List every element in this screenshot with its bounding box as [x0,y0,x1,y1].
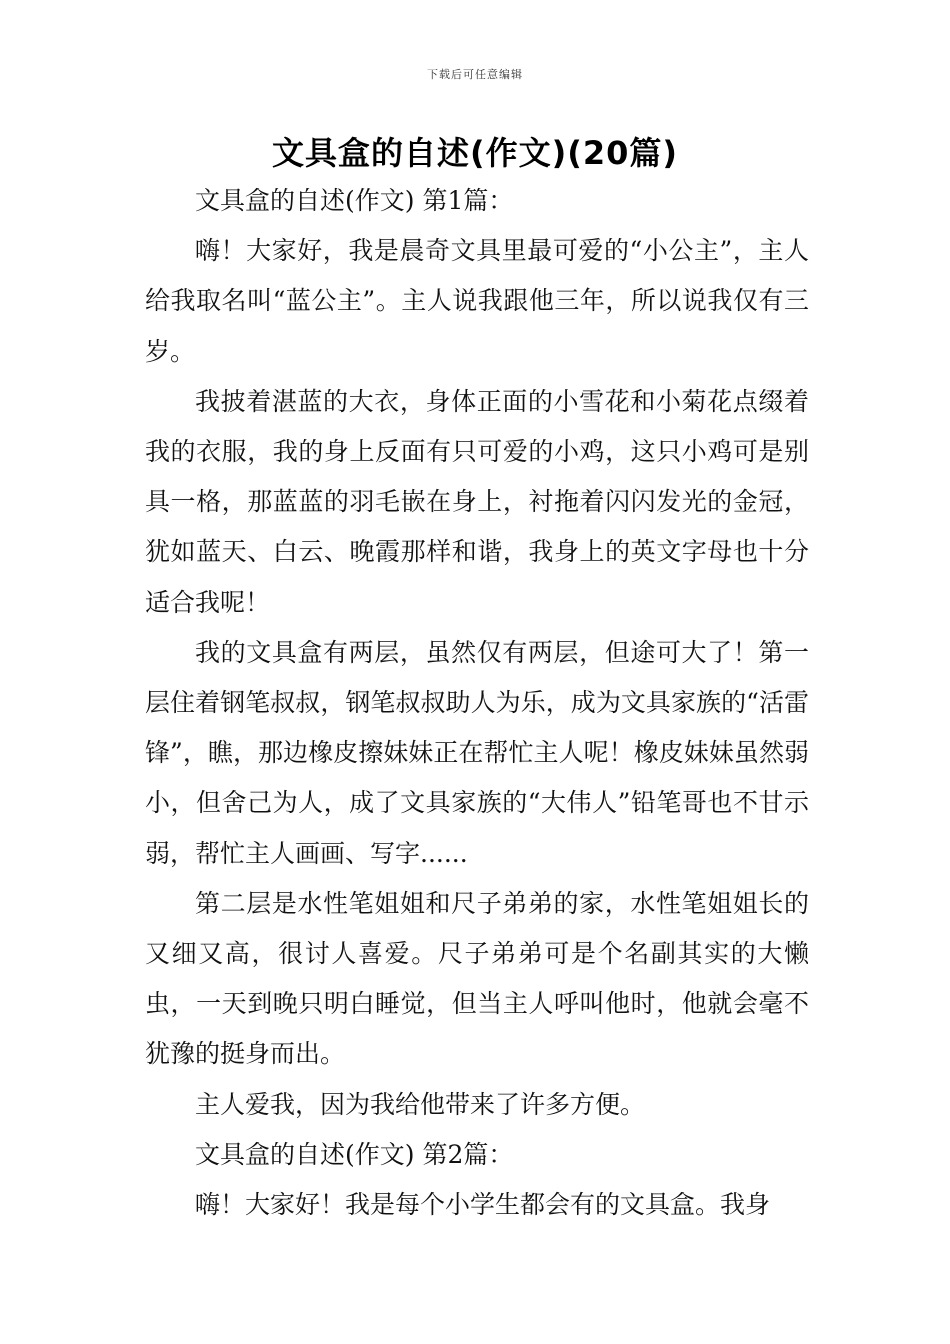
paragraph: 嗨！大家好！我是每个小学生都会有的文具盒。我身 [195,1190,771,1220]
paragraph: 我披着湛蓝的大衣，身体正面的小雪花和小菊花点缀着我的衣服，我的身上反面有只可爱的小鸡，这只小鸡可是别具一格，那蓝蓝的羽毛嵌在身上，衬拖着闪闪发光的金冠，犹如蓝天、白云、晚霞那样和谐，我身上的英文字母也十分适合我呢！ [145,386,809,617]
document-title: 文具盒的自述(作文)(20篇) [271,134,679,172]
header-note: 下载后可任意编辑 [427,68,523,81]
paragraph: 主人爱我，因为我给他带来了许多方便。 [195,1089,646,1119]
paragraph: 第二层是水性笔姐姐和尺子弟弟的家，水性笔姐姐长的又细又高，很讨人喜爱。尺子弟弟可是个名副其实的大懒虫，一天到晚只明白睡觉，但当主人呼叫他时，他就会毫不犹豫的挺身而出。 [145,888,809,1069]
section-heading: 文具盒的自述(作文) 第2篇： [195,1139,514,1169]
paragraph: 嗨！大家好，我是晨奇文具里最可爱的“小公主”，主人给我取名叫“蓝公主”。主人说我跟他三年，所以说我仅有三岁。 [145,236,809,366]
paragraph: 我的文具盒有两层，虽然仅有两层，但途可大了！第一层住着钢笔叔叔，钢笔叔叔助人为乐，成为文具家族的“活雷锋”，瞧，那边橡皮擦妹妹正在帮忙主人呢！橡皮妹妹虽然弱小，但舍己为人，成了文具家族的“大伟人”铅笔哥也不甘示弱，帮忙主人画画、写字...... [145,637,809,868]
section-heading: 文具盒的自述(作文) 第1篇： [195,186,514,215]
document-body [145,176,809,1230]
